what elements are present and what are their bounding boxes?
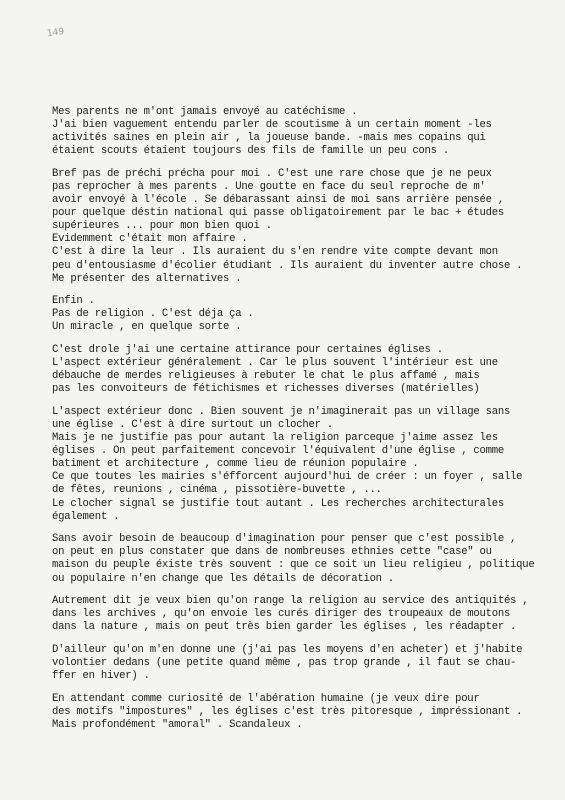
text-line: dans les archives , qu'on envoie les curés diriger des troupeaux de moutons	[52, 608, 511, 621]
text-line: L'aspect extérieur donc . Bien souvent je n'imaginerait pas un village sans	[52, 405, 511, 418]
text-line: Me présenter des alternatives .	[52, 272, 242, 285]
text-line: D'ailleur qu'on m'en donne une (j'ai pas les moyens d'en acheter) et j'habite	[52, 643, 523, 656]
text-line: on peut en plus constater que dans de nombreuses ethnies cette "case" ou	[52, 546, 492, 559]
text-line: également .	[52, 510, 120, 523]
text-line: Enfin .	[52, 295, 95, 308]
text-line: pour quelque déstin national qui passe obligatoirement par le bac + études	[52, 207, 504, 220]
text-line: avoir envoyé à l'école . Se débarassant ainsi de moi sans arrière pensée ,	[52, 194, 504, 207]
paragraph	[52, 693, 522, 732]
text-line: Sans avoir besoin de beaucoup d'imagination pour penser que c'est possible ,	[52, 533, 517, 546]
text-line: Mais je ne justifie pas pour autant la religion parceque j'aime assez les	[52, 432, 498, 445]
text-line: En attendant comme curiosité de l'abération humaine (je veux dire pour	[52, 692, 480, 705]
text-line: Evidemment c'était mon affaire .	[52, 233, 248, 246]
text-line: peu d'entousiasme d'écolier étudiant . Ils auraient du inventer autre chose .	[52, 259, 523, 272]
text-line: Mais profondément "amoral" . Scandaleux .	[52, 718, 303, 731]
text-line: Autrement dit je veux bien qu'on range la religion au service des antiquités ,	[52, 595, 529, 608]
text-line: Pas de religion . C'est déja ça .	[52, 308, 254, 321]
text-line: pas les convoiteurs de fétichismes et richesses diverses (matérielles)	[52, 383, 480, 396]
paragraph	[52, 595, 529, 634]
text-line: Un miracle , en quelque sorte .	[52, 321, 242, 334]
text-line: Bref pas de préchi précha pour moi . C'est une rare chose que je ne peux	[52, 167, 492, 180]
text-line: batiment et architecture , comme lieu de réunion populaire .	[52, 458, 419, 471]
paragraph	[52, 106, 522, 158]
text-line: débauche de merdes religieuses à rebuter le chat le plus affamé , mais	[52, 370, 480, 383]
text-line: Le clocher signal se justifie tout autant . Les recherches architecturales	[52, 497, 504, 510]
body-text	[52, 106, 535, 741]
paragraph	[52, 168, 522, 286]
text-line: ffer en hiver) .	[52, 670, 150, 683]
text-line: églises . On peut parfaitement concevoir l'équivalent d'une église , comme	[52, 445, 504, 458]
text-line: de fêtes, reunions , cinéma , pissotière-buvette , ...	[52, 484, 382, 497]
text-line: pas reprocher à mes parents . Une goutte en face du seul reproche de m'	[52, 180, 486, 193]
text-line: maison du peuple éxiste très souvent : que ce soit un lieu religieu , politique	[52, 559, 535, 572]
text-line: J'ai bien vaguement entendu parler de scoutisme à un certain moment -les	[52, 119, 492, 132]
text-line: C'est à dire la leur . Ils auraient du s'en rendre vite compte devant mon	[52, 246, 498, 259]
text-line: dans la nature , mais on peut très bien garder les églises , les réadapter .	[52, 621, 517, 634]
text-line: Ce que toutes les mairies s'éfforcent aujourd'hui de créer : un foyer , salle	[52, 471, 523, 484]
text-line: étaient scouts étaient toujours des fils de famille un peu cons .	[52, 145, 449, 158]
paragraph	[52, 295, 522, 334]
paragraph	[52, 644, 522, 683]
text-line: une église . C'est à dire surtout un clocher .	[52, 418, 333, 431]
text-line: L'aspect extérieur généralement . Car le plus souvent l'intérieur est une	[52, 357, 498, 370]
paragraph	[52, 533, 535, 585]
text-line: volontier dedans (une petite quand même , pas trop grande , il faut se chau-	[52, 656, 517, 669]
paragraph	[52, 406, 522, 524]
text-line: activités saines en plein air , la joueuse bande. -mais mes copains qui	[52, 132, 486, 145]
text-line: ou populaire n'en change que les détails de décoration .	[52, 572, 395, 585]
text-line: C'est drole j'ai une certaine attirance pour certaines églises .	[52, 344, 443, 356]
text-line: supérieures ... pour mon bien quoi .	[52, 220, 272, 233]
page-number: 149	[46, 26, 65, 40]
text-line: des motifs "impostures" , les églises c'est très pitoresque , impréssionant .	[52, 705, 523, 718]
paragraph	[52, 344, 522, 396]
text-line: Mes parents ne m'ont jamais envoyé au catéchisme .	[52, 106, 358, 118]
